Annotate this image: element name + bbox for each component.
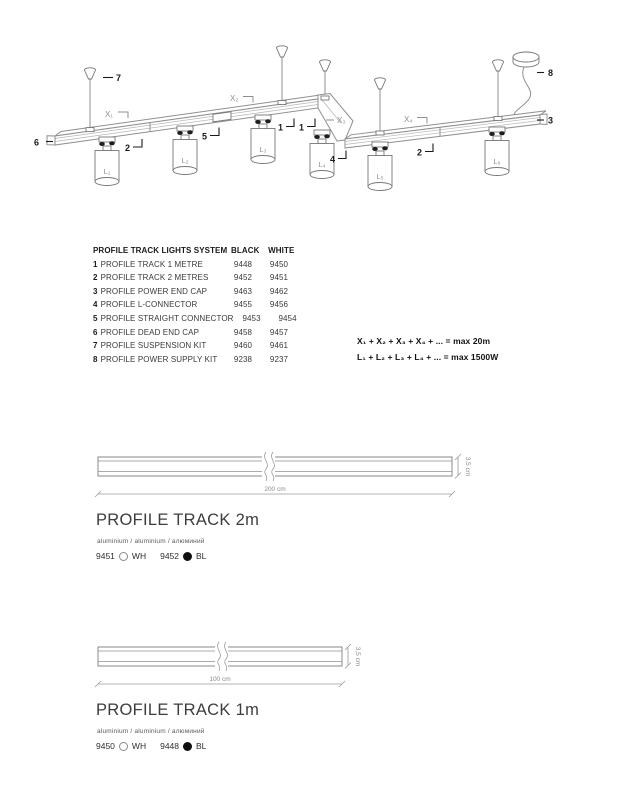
break-mask bbox=[215, 645, 228, 668]
pendant-light-2 bbox=[173, 126, 197, 175]
code-white: 9451 bbox=[269, 273, 289, 283]
row-name: PROFILE L-CONNECTOR bbox=[100, 300, 198, 310]
table-row bbox=[93, 271, 303, 285]
light-label: L₁ bbox=[103, 167, 111, 176]
max-power-formula: L₁ + L₂ + L₃ + L₄ + ... = max 1500W bbox=[357, 352, 499, 362]
table-row bbox=[93, 312, 303, 326]
callout-4: 4 bbox=[329, 154, 335, 165]
materials-label-1m: aluminium / aluminium / алюминий bbox=[97, 728, 205, 735]
finish-label-white: WH bbox=[131, 551, 147, 561]
code-white: 9462 bbox=[269, 286, 289, 296]
pendant-light-1 bbox=[95, 137, 119, 186]
table-row bbox=[93, 285, 303, 299]
code-black: 9238 bbox=[233, 354, 253, 364]
light-label: L₂ bbox=[181, 156, 189, 165]
power-end-cap bbox=[540, 114, 547, 125]
black-swatch-icon bbox=[183, 742, 192, 751]
row-name: PROFILE STRAIGHT CONNECTOR bbox=[100, 313, 234, 323]
row-number: 5 bbox=[93, 313, 98, 323]
suspension-cone-icon bbox=[85, 46, 504, 89]
table-header bbox=[93, 244, 303, 258]
light-label: L₄ bbox=[318, 160, 326, 169]
length-dimension: 100 cm bbox=[209, 676, 231, 683]
row-number: 4 bbox=[93, 300, 98, 310]
dead-end-cap bbox=[47, 136, 55, 145]
variants-1m bbox=[96, 741, 220, 751]
label-x3: X₃ bbox=[337, 116, 346, 125]
finish-label-black: BL bbox=[196, 741, 207, 751]
variant-code-black: 9448 bbox=[160, 741, 180, 751]
code-black: 9453 bbox=[242, 313, 261, 323]
max-length-formula: X₁ + X₂ + X₃ + X₄ + ... = max 20m bbox=[357, 336, 491, 346]
table-title: PROFILE TRACK LIGHTS SYSTEM bbox=[93, 246, 228, 255]
product-table bbox=[93, 244, 303, 366]
variant-code-black: 9452 bbox=[160, 551, 180, 561]
label-x4: X₄ bbox=[404, 115, 413, 124]
row-number: 8 bbox=[93, 354, 98, 364]
row-name: PROFILE POWER SUPPLY KIT bbox=[100, 354, 218, 364]
product-title-2m: PROFILE TRACK 2m bbox=[96, 511, 260, 529]
code-black: 9452 bbox=[233, 273, 253, 283]
callout-7: 7 bbox=[116, 73, 122, 83]
row-name: PROFILE SUSPENSION KIT bbox=[100, 341, 207, 351]
callout-2b: 2 bbox=[416, 147, 422, 158]
black-swatch-icon bbox=[183, 552, 192, 561]
pendant-light-5 bbox=[368, 142, 392, 191]
table-row bbox=[93, 353, 303, 367]
row-name: PROFILE DEAD END CAP bbox=[100, 327, 200, 337]
light-label: L₆ bbox=[493, 157, 501, 166]
light-label: L₅ bbox=[376, 172, 384, 181]
callout-8: 8 bbox=[548, 68, 554, 78]
code-black: 9455 bbox=[233, 300, 253, 310]
table-row bbox=[93, 298, 303, 312]
label-x1: X₁ bbox=[105, 110, 114, 119]
callout-2a: 2 bbox=[124, 143, 130, 153]
code-white: 9450 bbox=[269, 259, 289, 269]
code-white: 9237 bbox=[269, 354, 289, 364]
column-white: WHITE bbox=[268, 246, 295, 255]
code-black: 9463 bbox=[233, 286, 253, 296]
callout-5: 5 bbox=[201, 131, 207, 142]
materials-label-2m: aluminium / aluminium / алюминий bbox=[97, 538, 205, 545]
row-name: PROFILE TRACK 2 METRES bbox=[100, 273, 209, 283]
track-drawing-2m bbox=[85, 440, 485, 510]
table-row bbox=[93, 258, 303, 272]
callout-6: 6 bbox=[33, 137, 39, 148]
finish-label-black: BL bbox=[196, 551, 207, 561]
code-white: 9456 bbox=[269, 300, 289, 310]
system-limits bbox=[357, 336, 498, 368]
white-swatch-icon bbox=[119, 552, 128, 561]
white-swatch-icon bbox=[119, 742, 128, 751]
callout-1b: 1 bbox=[298, 122, 304, 133]
row-name: PROFILE TRACK 1 METRE bbox=[100, 259, 203, 269]
row-number: 3 bbox=[93, 286, 98, 296]
table-row bbox=[93, 339, 303, 353]
variant-code-white: 9450 bbox=[96, 741, 115, 751]
code-white: 9461 bbox=[269, 341, 289, 351]
code-black: 9460 bbox=[233, 341, 253, 351]
callout-3: 3 bbox=[548, 115, 554, 126]
row-number: 1 bbox=[93, 259, 98, 269]
row-name: PROFILE POWER END CAP bbox=[100, 286, 208, 296]
break-mask bbox=[262, 455, 275, 478]
code-black: 9448 bbox=[233, 259, 253, 269]
variant-code-white: 9451 bbox=[96, 551, 115, 561]
code-black: 9458 bbox=[233, 327, 253, 337]
code-white: 9454 bbox=[278, 313, 297, 323]
track-drawing-1m bbox=[85, 630, 485, 700]
code-white: 9457 bbox=[269, 327, 289, 337]
row-number: 6 bbox=[93, 327, 98, 337]
label-x2: X₂ bbox=[230, 94, 239, 103]
power-supply-kit bbox=[513, 52, 539, 122]
callout-1a: 1 bbox=[277, 122, 283, 133]
row-number: 7 bbox=[93, 341, 98, 351]
finish-label-white: WH bbox=[131, 741, 147, 751]
variants-2m bbox=[96, 551, 220, 561]
height-dimension: 3,5 cm bbox=[354, 646, 361, 667]
table-row bbox=[93, 326, 303, 340]
system-diagram bbox=[0, 0, 622, 235]
length-dimension: 200 cm bbox=[264, 486, 286, 493]
column-black: BLACK bbox=[231, 246, 260, 255]
light-label: L₃ bbox=[259, 145, 267, 154]
pendant-light-6 bbox=[485, 127, 509, 176]
height-dimension: 3,5 cm bbox=[464, 456, 471, 477]
product-title-1m: PROFILE TRACK 1m bbox=[96, 701, 260, 719]
row-number: 2 bbox=[93, 273, 98, 283]
pendant-light-3 bbox=[251, 115, 275, 164]
